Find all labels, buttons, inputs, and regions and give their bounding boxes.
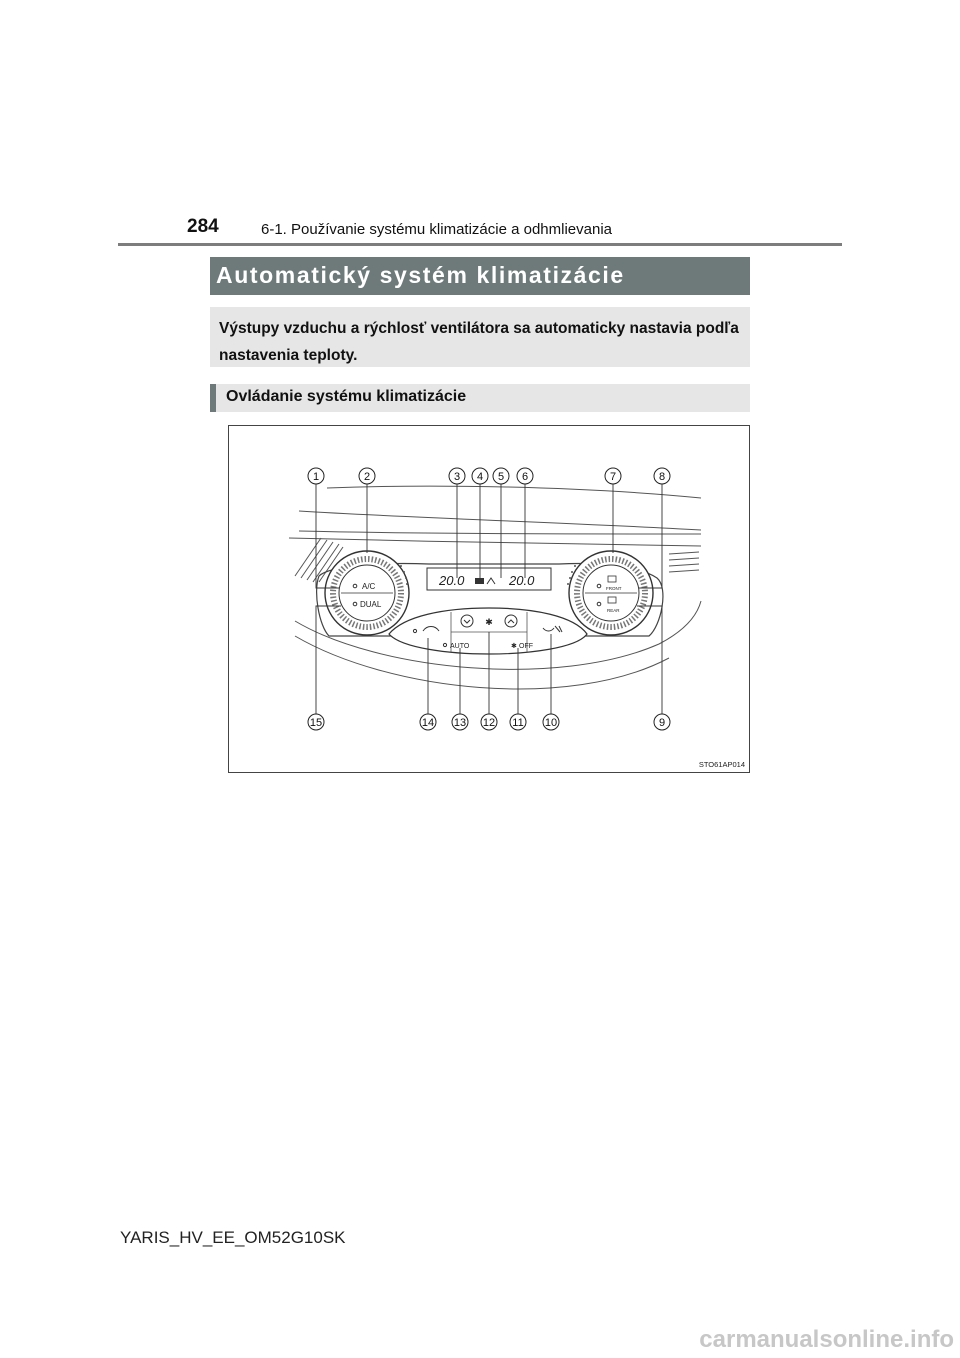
callout-12: [481, 714, 497, 730]
page-title: Automatický systém klimatizácie: [216, 262, 625, 288]
climate-panel-illustration: [229, 426, 749, 772]
callouts-top: [308, 468, 670, 484]
callout-15: [308, 714, 324, 730]
subheading-accent: [210, 384, 216, 412]
svg-text:3: 3: [453, 471, 461, 483]
subheading: Ovládanie systému klimatizácie: [226, 388, 467, 405]
intro-box: [210, 307, 750, 367]
svg-text:2: 2: [363, 471, 371, 483]
climate-control-figure: [228, 425, 750, 773]
footer-doc-code: YARIS_HV_EE_OM52G10SK: [120, 1228, 346, 1247]
svg-text:DUAL: DUAL: [360, 600, 382, 609]
svg-text:7: 7: [609, 471, 617, 483]
callout-7: [605, 468, 621, 484]
callout-5: [493, 468, 509, 484]
svg-text:12: 12: [482, 717, 496, 729]
svg-text:4: 4: [476, 471, 484, 483]
svg-text:✱: ✱: [485, 617, 493, 627]
svg-text:OFF: OFF: [519, 643, 533, 650]
callouts-bottom: [308, 714, 670, 730]
header-rule: [118, 243, 842, 246]
callout-13: [452, 714, 468, 730]
svg-text:8: 8: [658, 471, 666, 483]
callout-3: [449, 468, 465, 484]
svg-text:A/C: A/C: [362, 582, 376, 591]
svg-text:1: 1: [312, 471, 320, 483]
svg-text:11: 11: [512, 717, 524, 729]
right-temperature-knob: [569, 551, 653, 635]
svg-text:15: 15: [309, 717, 323, 729]
temperature-display: [427, 568, 551, 590]
callout-9: [654, 714, 670, 730]
watermark: carmanualsonline.info: [699, 1326, 954, 1353]
callout-8: [654, 468, 670, 484]
svg-text:14: 14: [421, 717, 435, 729]
intro-text: Výstupy vzduchu a rýchlosť ventilátora sa automaticky nastavia podľa nastavenia teploty.: [219, 320, 739, 364]
right-vent: [669, 552, 699, 572]
left-temperature-knob: [325, 551, 409, 635]
callout-6: [517, 468, 533, 484]
callout-4: [472, 468, 488, 484]
svg-text:9: 9: [658, 717, 666, 729]
svg-text:20.0: 20.0: [509, 573, 535, 588]
svg-text:6: 6: [521, 471, 529, 483]
callout-10: [543, 714, 559, 730]
callout-2: [359, 468, 375, 484]
callout-11: [510, 714, 526, 730]
svg-text:20.0: 20.0: [439, 573, 465, 588]
figure-code: STO61AP014: [698, 760, 745, 769]
svg-text:REAR: REAR: [607, 608, 620, 613]
svg-text:FRONT: FRONT: [606, 586, 622, 591]
callout-1: [308, 468, 324, 484]
svg-text:13: 13: [453, 717, 467, 729]
lower-control-pad: [389, 608, 587, 654]
svg-text:5: 5: [497, 471, 505, 483]
svg-text:✱: ✱: [511, 643, 517, 650]
section-header: 6-1. Používanie systému klimatizácie a odhmlievania: [261, 221, 612, 238]
page-number: 284: [187, 216, 219, 237]
title-bar: [210, 257, 750, 295]
svg-text:AUTO: AUTO: [450, 643, 470, 650]
callout-14: [420, 714, 436, 730]
svg-text:10: 10: [544, 717, 558, 729]
subheading-bar: [210, 384, 750, 412]
